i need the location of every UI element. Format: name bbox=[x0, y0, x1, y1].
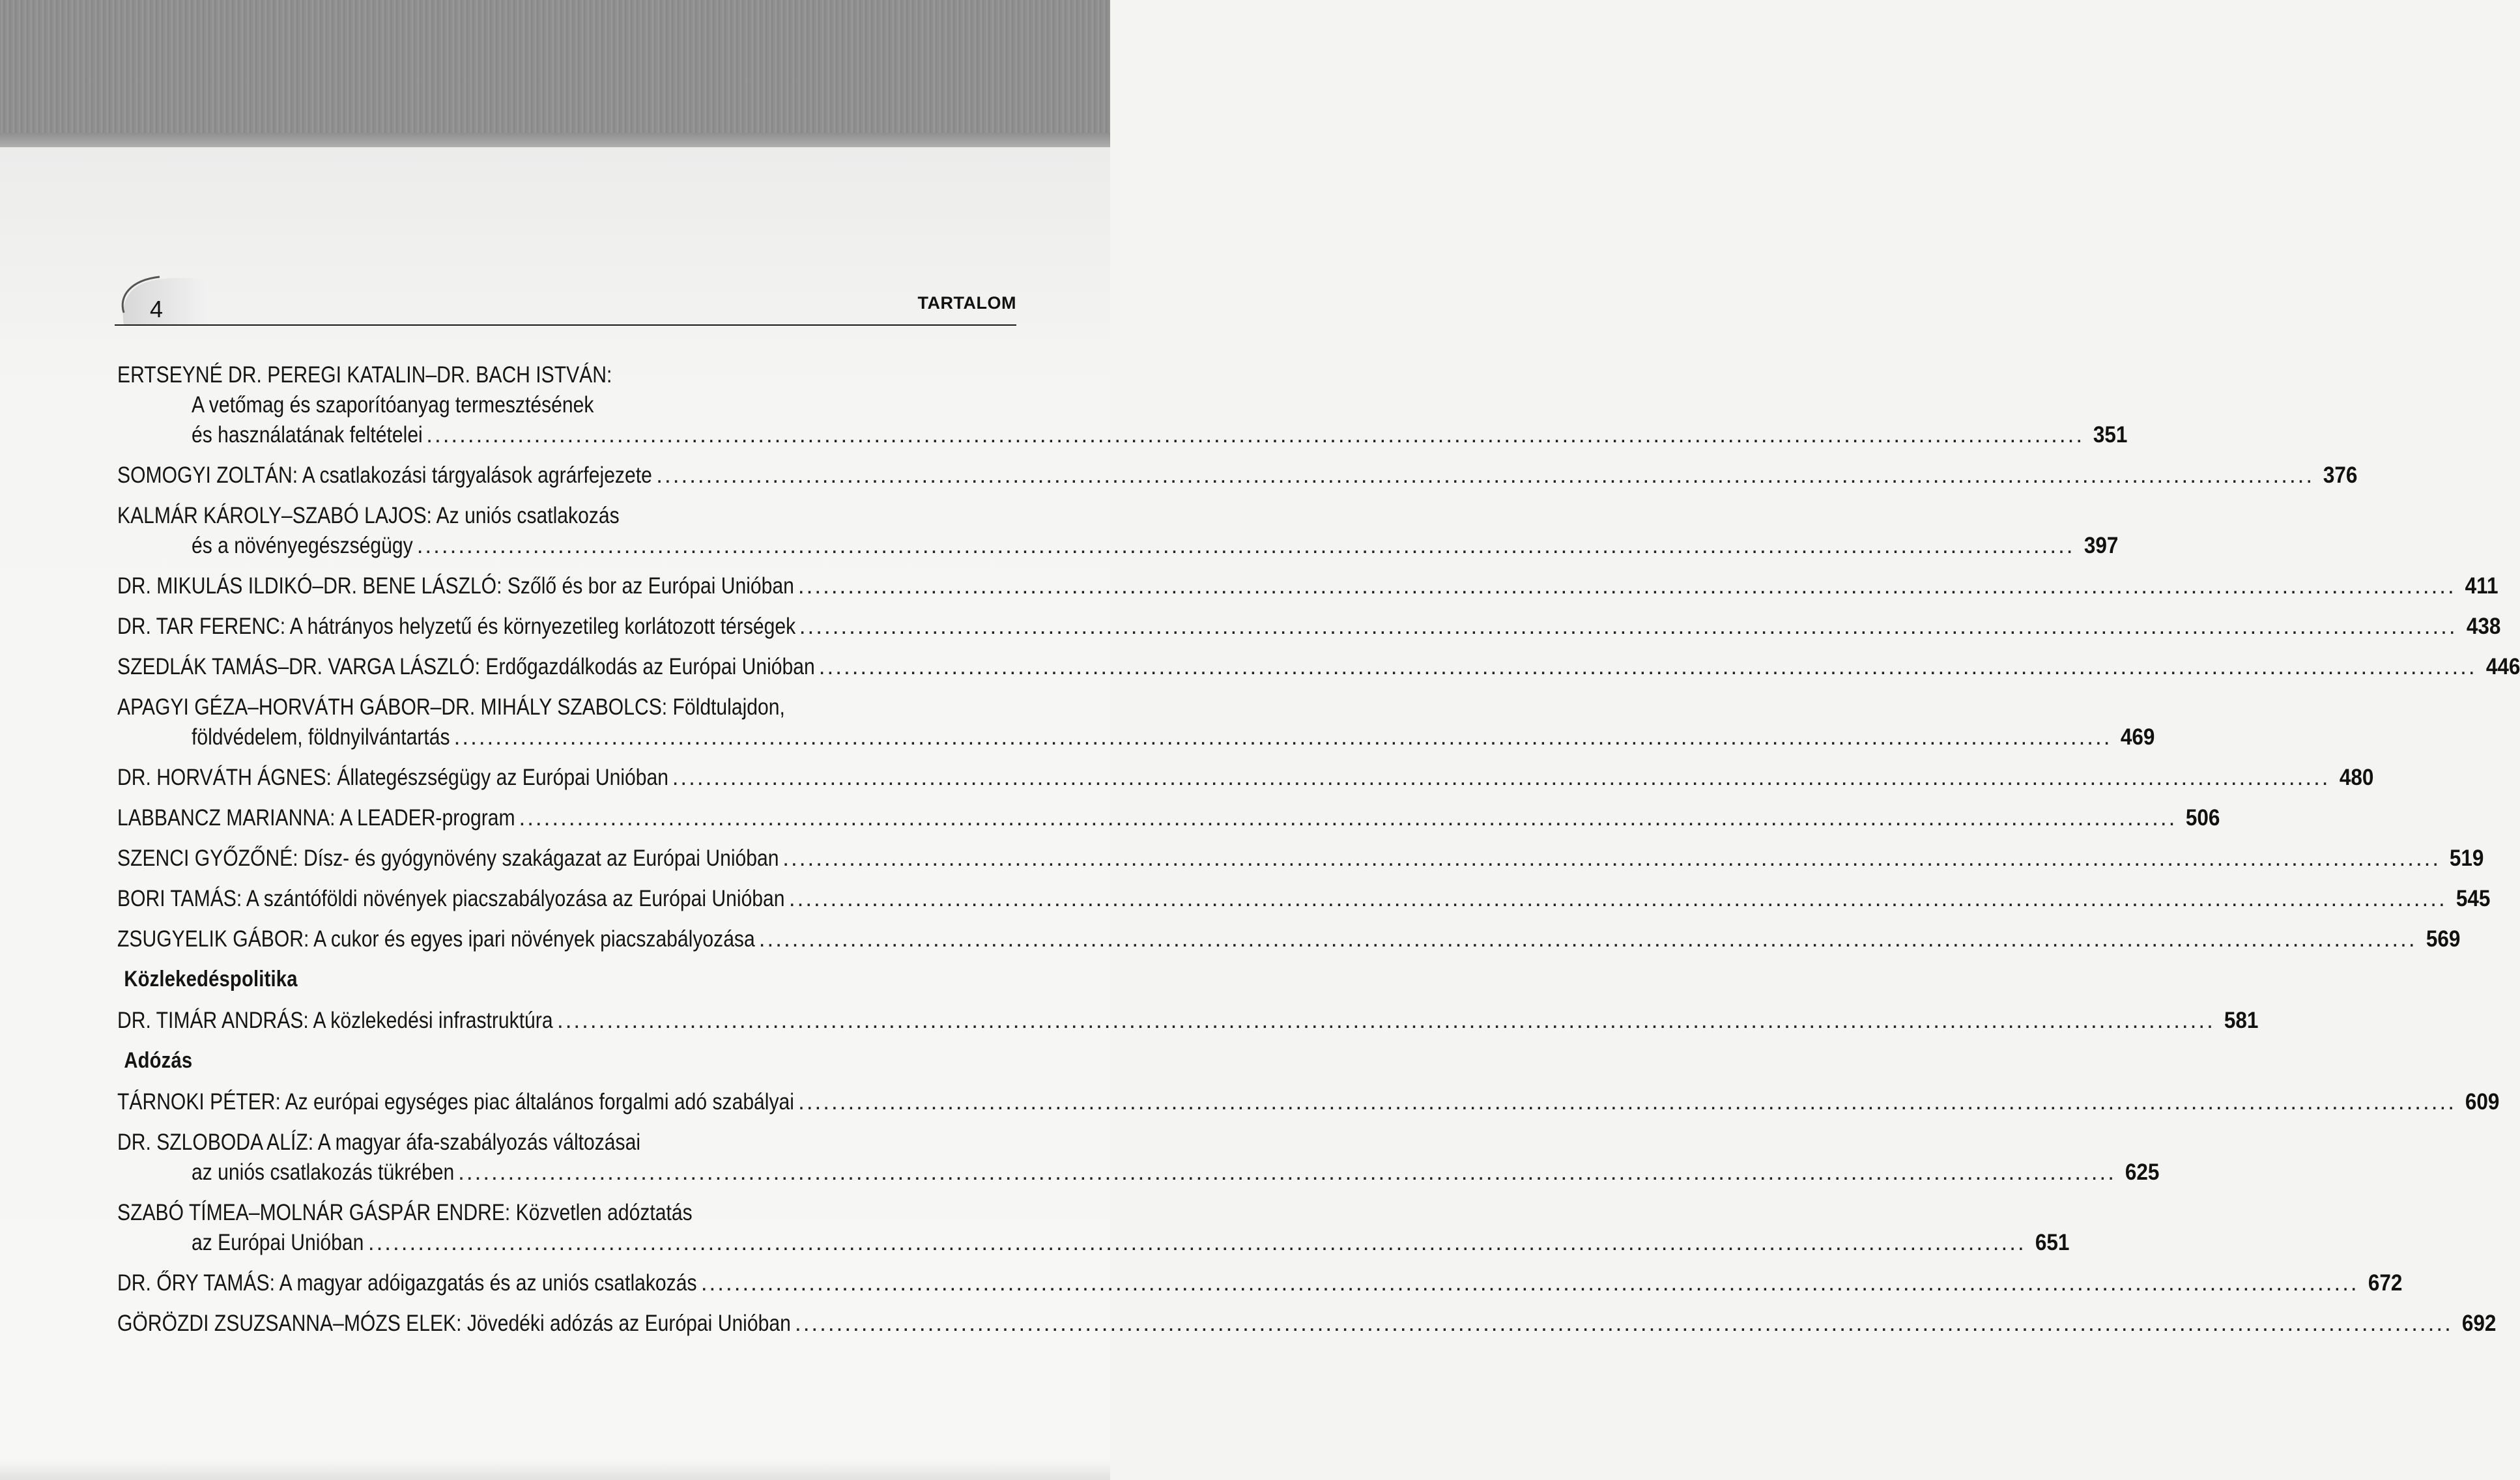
toc-entry-text: ERTSEYNÉ DR. PEREGI KATALIN–DR. BACH ISTVÁN: bbox=[117, 362, 612, 388]
toc-entry-last-line bbox=[117, 1311, 2497, 1341]
dot-leader: ........................................................................................................................................................................................................ bbox=[798, 1089, 2456, 1115]
toc-entry-last-line bbox=[117, 886, 2491, 916]
toc-page-number: 351 bbox=[2093, 422, 2128, 448]
toc-entry-last-line bbox=[117, 422, 2128, 452]
toc-entry-text: A vetőmag és szaporítóanyag termesztésének bbox=[192, 392, 594, 418]
toc-page-number: 480 bbox=[2339, 765, 2373, 790]
toc-entry bbox=[117, 362, 2128, 452]
toc-section-heading: Adózás bbox=[124, 1048, 193, 1073]
toc-entry-text: az uniós csatlakozás tükrében bbox=[192, 1160, 455, 1185]
toc-page-number: 519 bbox=[2449, 846, 2484, 871]
toc-entry bbox=[117, 765, 2373, 795]
toc-entry-text: SZABÓ TÍMEA–MOLNÁR GÁSPÁR ENDRE: Közvetlen adóztatás bbox=[117, 1200, 693, 1225]
toc-entry-last-line bbox=[117, 654, 2520, 684]
toc-entry-line bbox=[117, 694, 1018, 724]
toc-entry-text: SOMOGYI ZOLTÁN: A csatlakozási tárgyalások agrárfejezete bbox=[117, 462, 652, 488]
dot-leader: ........................................................................................................................................................................................................ bbox=[426, 422, 2085, 448]
dot-leader: ........................................................................................................................................................................................................ bbox=[453, 724, 2112, 750]
dot-leader: ........................................................................................................................................................................................................ bbox=[367, 1230, 2026, 1255]
toc-line-text-wrap bbox=[192, 724, 2117, 750]
toc-entry bbox=[117, 926, 2461, 956]
toc-entry-last-line bbox=[117, 1089, 2500, 1119]
background-surface bbox=[0, 0, 1110, 151]
toc-entry-text: földvédelem, földnyilvántartás bbox=[192, 724, 450, 750]
toc-entry-text: DR. TAR FERENC: A hátrányos helyzetű és környezetileg korlátozott térségek bbox=[117, 614, 796, 639]
toc-entry-line bbox=[117, 1200, 1018, 1230]
toc-entry-text: DR. TIMÁR ANDRÁS: A közlekedési infrastruktúra bbox=[117, 1008, 553, 1033]
toc-line-text-wrap bbox=[117, 1130, 1018, 1156]
toc-page-number: 651 bbox=[2035, 1230, 2070, 1255]
toc-page-number: 625 bbox=[2125, 1160, 2160, 1185]
toc-entry-last-line bbox=[117, 533, 2118, 563]
toc-entry-line bbox=[117, 503, 1018, 533]
dot-leader: ........................................................................................................................................................................................................ bbox=[458, 1160, 2116, 1185]
toc-entry-line bbox=[117, 362, 1018, 392]
header-title: TARTALOM bbox=[917, 293, 1016, 313]
toc-entry-text: TÁRNOKI PÉTER: Az európai egységes piac általános forgalmi adó szabályai bbox=[117, 1089, 794, 1115]
dot-leader: ........................................................................................................................................................................................................ bbox=[519, 805, 2177, 831]
dot-leader: ........................................................................................................................................................................................................ bbox=[700, 1270, 2359, 1296]
toc-page-number: 672 bbox=[2368, 1270, 2403, 1296]
toc-entry-text: DR. HORVÁTH ÁGNES: Állategészségügy az Európai Unióban bbox=[117, 765, 668, 790]
dot-leader: ........................................................................................................................................................................................................ bbox=[788, 886, 2447, 911]
toc-line-text-wrap bbox=[117, 886, 2452, 912]
header-divider bbox=[115, 324, 1016, 326]
toc-entry bbox=[117, 462, 2358, 492]
toc-page-number: 438 bbox=[2466, 614, 2501, 639]
dot-leader: ........................................................................................................................................................................................................ bbox=[556, 1008, 2215, 1033]
toc-entry-text: KALMÁR KÁROLY–SZABÓ LAJOS: Az uniós csatlakozás bbox=[117, 503, 620, 528]
toc-entry-last-line bbox=[117, 1008, 2259, 1038]
toc-entry-text: APAGYI GÉZA–HORVÁTH GÁBOR–DR. MIHÁLY SZABOLCS: Földtulajdon, bbox=[117, 694, 785, 720]
toc-entry bbox=[117, 1089, 2500, 1119]
toc-entry-line bbox=[117, 1130, 1018, 1160]
toc-entry bbox=[117, 1270, 2403, 1300]
toc-page-number: 609 bbox=[2465, 1089, 2500, 1115]
toc-entry-text: és a növényegészségügy bbox=[192, 533, 413, 558]
toc-entry-last-line bbox=[117, 926, 2461, 956]
toc-entry-text: és használatának feltételei bbox=[192, 422, 423, 448]
toc-entry-last-line bbox=[117, 805, 2220, 835]
toc-page-number: 569 bbox=[2426, 926, 2461, 952]
dot-leader: ........................................................................................................................................................................................................ bbox=[758, 926, 2417, 952]
toc-line-text-wrap bbox=[192, 1230, 2031, 1256]
toc-line-text-wrap bbox=[117, 614, 2463, 640]
toc-line-text-wrap bbox=[117, 1270, 2364, 1296]
toc-page-number: 469 bbox=[2121, 724, 2155, 750]
toc-entry-last-line bbox=[117, 573, 2499, 603]
toc-entry bbox=[117, 1200, 2070, 1260]
toc-line-text-wrap bbox=[192, 533, 2080, 559]
toc-line-text-wrap bbox=[117, 1089, 2461, 1115]
toc-line-text-wrap bbox=[117, 503, 1018, 529]
dot-leader: ........................................................................................................................................................................................................ bbox=[797, 573, 2456, 599]
toc-entry-text: BORI TAMÁS: A szántóföldi növények piacszabályozása az Európai Unióban bbox=[117, 886, 785, 911]
toc-entry bbox=[117, 846, 2484, 875]
toc-line-text-wrap bbox=[117, 573, 2461, 599]
toc-entry bbox=[117, 503, 2118, 563]
page-bottom-edge bbox=[0, 1460, 1110, 1480]
toc-entry-text: DR. SZLOBODA ALÍZ: A magyar áfa-szabályozás változásai bbox=[117, 1130, 641, 1155]
dot-leader: ........................................................................................................................................................................................................ bbox=[416, 533, 2075, 558]
dot-leader: ........................................................................................................................................................................................................ bbox=[672, 765, 2330, 790]
toc-page-number: 446 bbox=[2485, 654, 2520, 679]
toc-entry-line bbox=[117, 392, 1018, 422]
toc-entry-last-line bbox=[117, 765, 2373, 795]
toc-entry-text: GÖRÖZDI ZSUZSANNA–MÓZS ELEK: Jövedéki adózás az Európai Unióban bbox=[117, 1311, 791, 1336]
toc-line-text-wrap bbox=[117, 1008, 2220, 1034]
toc-page-number: 545 bbox=[2456, 886, 2491, 911]
toc-page-number: 506 bbox=[2186, 805, 2220, 831]
toc-entry bbox=[117, 805, 2220, 835]
dot-leader: ........................................................................................................................................................................................................ bbox=[818, 654, 2477, 679]
toc-section-heading: Közlekedéspolitika bbox=[124, 967, 298, 991]
dot-leader: ........................................................................................................................................................................................................ bbox=[656, 462, 2315, 488]
toc-page-number: 692 bbox=[2461, 1311, 2497, 1336]
toc-line-text-wrap bbox=[117, 1200, 1018, 1226]
dot-leader: ........................................................................................................................................................................................................ bbox=[794, 1311, 2453, 1336]
toc-line-text-wrap bbox=[117, 362, 1018, 388]
toc-entry-text: DR. MIKULÁS ILDIKÓ–DR. BENE LÁSZLÓ: Szőlő és bor az Európai Unióban bbox=[117, 573, 794, 599]
toc-line-text-wrap bbox=[117, 462, 2319, 489]
dot-leader: ........................................................................................................................................................................................................ bbox=[799, 614, 2457, 639]
toc-page-number: 397 bbox=[2083, 533, 2118, 558]
toc-entry bbox=[117, 1130, 2160, 1189]
toc-entry bbox=[117, 1008, 2259, 1038]
toc-line-text-wrap bbox=[117, 654, 2482, 680]
toc-page-number: 376 bbox=[2323, 462, 2358, 488]
toc-entry bbox=[117, 573, 2499, 603]
toc-entry-text: SZENCI GYŐZŐNÉ: Dísz- és gyógynövény szakágazat az Európai Unióban bbox=[117, 846, 779, 871]
toc-entry-text: LABBANCZ MARIANNA: A LEADER-program bbox=[117, 805, 515, 831]
toc-line-text-wrap bbox=[117, 765, 2336, 791]
toc-entry bbox=[117, 886, 2491, 916]
page-number: 4 bbox=[150, 296, 164, 322]
toc-entry-last-line bbox=[117, 614, 2501, 644]
toc-line-text-wrap bbox=[117, 805, 2182, 831]
toc-entry bbox=[117, 1311, 2497, 1341]
toc-entry-text: DR. ŐRY TAMÁS: A magyar adóigazgatás és az uniós csatlakozás bbox=[117, 1270, 697, 1296]
toc-line-text-wrap bbox=[117, 1311, 2458, 1337]
toc-entry bbox=[117, 614, 2501, 644]
toc-entry-text: ZSUGYELIK GÁBOR: A cukor és egyes ipari növények piacszabályozása bbox=[117, 926, 755, 952]
toc-line-text-wrap bbox=[192, 392, 1018, 418]
toc-entry-text: az Európai Unióban bbox=[192, 1230, 364, 1255]
dot-leader: ........................................................................................................................................................................................................ bbox=[782, 846, 2441, 871]
toc-line-text-wrap bbox=[117, 846, 2446, 872]
toc-entry bbox=[117, 654, 2520, 684]
toc-entry-last-line bbox=[117, 1270, 2403, 1300]
toc-entry-last-line bbox=[117, 846, 2484, 875]
toc-entry bbox=[117, 694, 2155, 754]
toc-entry-last-line bbox=[117, 724, 2155, 754]
toc-page-number: 581 bbox=[2224, 1008, 2259, 1033]
table-of-contents bbox=[117, 362, 2520, 1351]
page-header bbox=[111, 274, 1016, 326]
toc-entry-last-line bbox=[117, 1230, 2070, 1260]
toc-entry-last-line bbox=[117, 462, 2358, 492]
toc-page-number: 411 bbox=[2465, 573, 2499, 599]
toc-entry-text: SZEDLÁK TAMÁS–DR. VARGA LÁSZLÓ: Erdőgazdálkodás az Európai Unióban bbox=[117, 654, 815, 679]
toc-line-text-wrap bbox=[192, 422, 2089, 448]
toc-line-text-wrap bbox=[117, 926, 2422, 952]
toc-line-text-wrap bbox=[192, 1160, 2121, 1186]
toc-entry-last-line bbox=[117, 1160, 2160, 1189]
toc-line-text-wrap bbox=[117, 694, 1018, 720]
